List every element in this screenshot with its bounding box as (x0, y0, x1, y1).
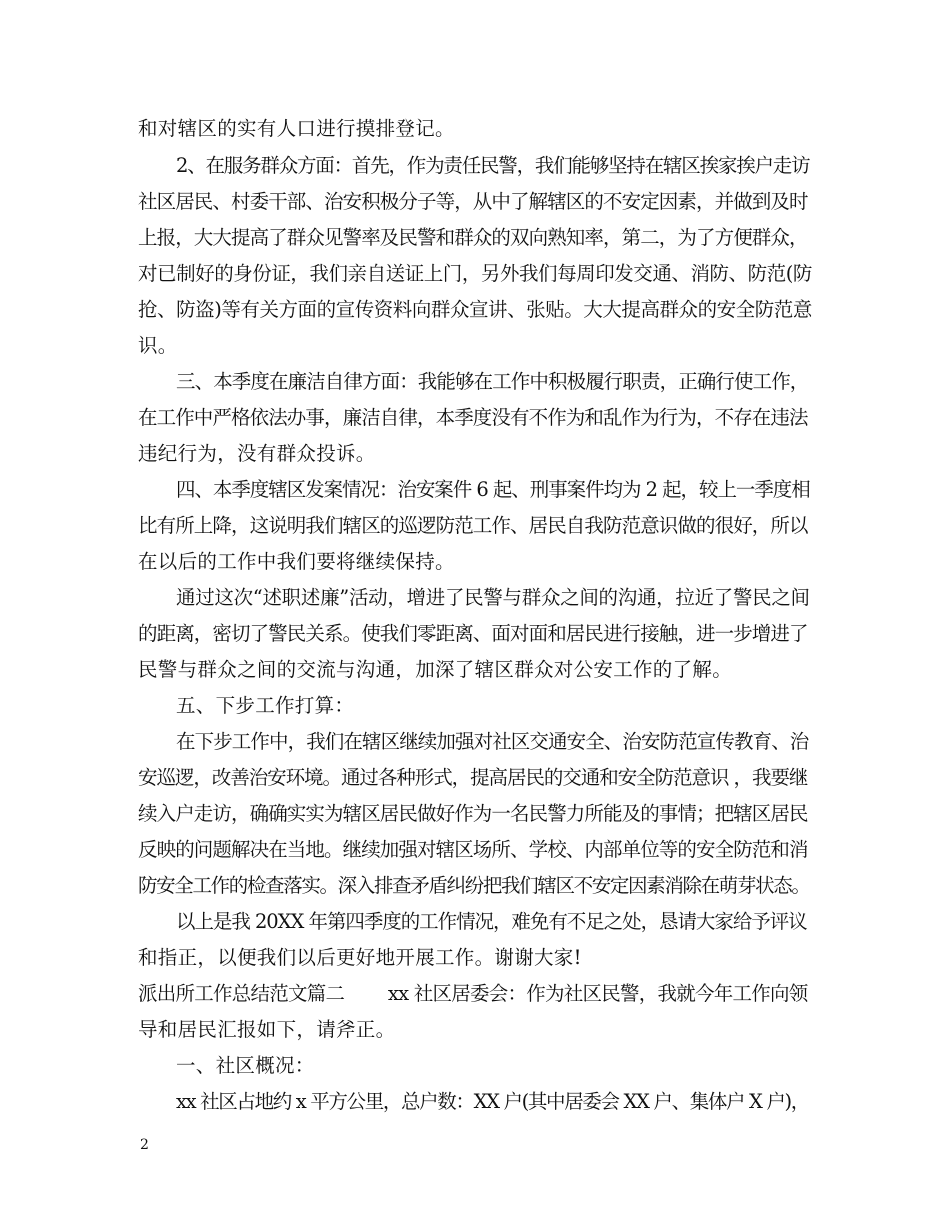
text-line: 导和居民汇报如下，请斧正。 (138, 1018, 396, 1041)
text-line: 社区居民、村委干部、治安积极分子等，从中了解辖区的不安定因素，并做到及时 (138, 190, 808, 213)
text-line: 续入户走访，确确实实为辖区居民做好作为一名民警力所能及的事情；把辖区居民 (138, 802, 808, 825)
text-line: 抢、防盗)等有关方面的宣传资料向群众宣讲、张贴。大大提高群众的安全防范意 (138, 298, 812, 321)
text-line: 反映的问题解决在当地。继续加强对辖区场所、学校、内部单位等的安全防范和消 (138, 838, 808, 861)
text-line: 派出所工作总结范文篇二 xx 社区居委会：作为社区民警，我就今年工作向领 (138, 982, 808, 1005)
text-line: xx 社区占地约 x 平方公里，总户数：XX 户(其中居委会 XX 户、集体户 X 户)， (176, 1090, 809, 1113)
text-line: 识。 (138, 334, 178, 357)
text-line: 在以后的工作中我们要将继续保持。 (138, 550, 455, 573)
text-line: 以上是我 20XX 年第四季度的工作情况，难免有不足之处，恳请大家给予评议 (176, 910, 807, 933)
text-line: 三、本季度在廉洁自律方面：我能够在工作中积极履行职责，正确行使工作， (176, 370, 809, 393)
text-line: 在工作中严格依法办事，廉洁自律，本季度没有不作为和乱作为行为，不存在违法 (138, 406, 808, 429)
text-line: 民警与群众之间的交流与沟通，加深了辖区群众对公安工作的了解。 (138, 658, 733, 681)
text-line: 通过这次“述职述廉”活动，增进了民警与群众之间的沟通，拉近了警民之间 (176, 586, 810, 609)
text-line: 上报，大大提高了群众见警率及民警和群众的双向熟知率，第二，为了方便群众， (138, 226, 808, 249)
text-line: 防安全工作的检查落实。深入排查矛盾纠纷把我们辖区不安定因素消除在萌芽状态。 (138, 874, 810, 897)
text-line: 在下步工作中，我们在辖区继续加强对社区交通安全、治安防范宣传教育、治 (176, 730, 809, 753)
text-line: 2、在服务群众方面：首先，作为责任民警，我们能够坚持在辖区挨家挨户走访 (176, 154, 810, 177)
text-line: 和对辖区的实有人口进行摸排登记。 (138, 117, 455, 140)
page-number: 2 (140, 1137, 149, 1153)
text-line: 对已制好的身份证，我们亲自送证上门，另外我们每周印发交通、消防、防范(防 (138, 262, 812, 285)
text-line: 违纪行为，没有群众投诉。 (138, 442, 376, 465)
text-line: 的距离，密切了警民关系。使我们零距离、面对面和居民进行接触，进一步增进了 (138, 622, 808, 645)
text-line: 安巡逻，改善治安环境。通过各种形式，提高居民的交通和安全防范意识 ，我要继 (138, 766, 808, 789)
text-line: 一、社区概况： (176, 1054, 315, 1077)
text-line: 比有所上降，这说明我们辖区的巡逻防范工作、居民自我防范意识做的很好，所以 (138, 514, 808, 537)
text-line: 和指正，以便我们以后更好地开展工作。谢谢大家! (138, 946, 582, 969)
text-line: 五、下步工作打算： (176, 694, 355, 717)
text-line: 四、本季度辖区发案情况：治安案件 6 起、刑事案件均为 2 起，较上一季度相 (176, 478, 810, 501)
